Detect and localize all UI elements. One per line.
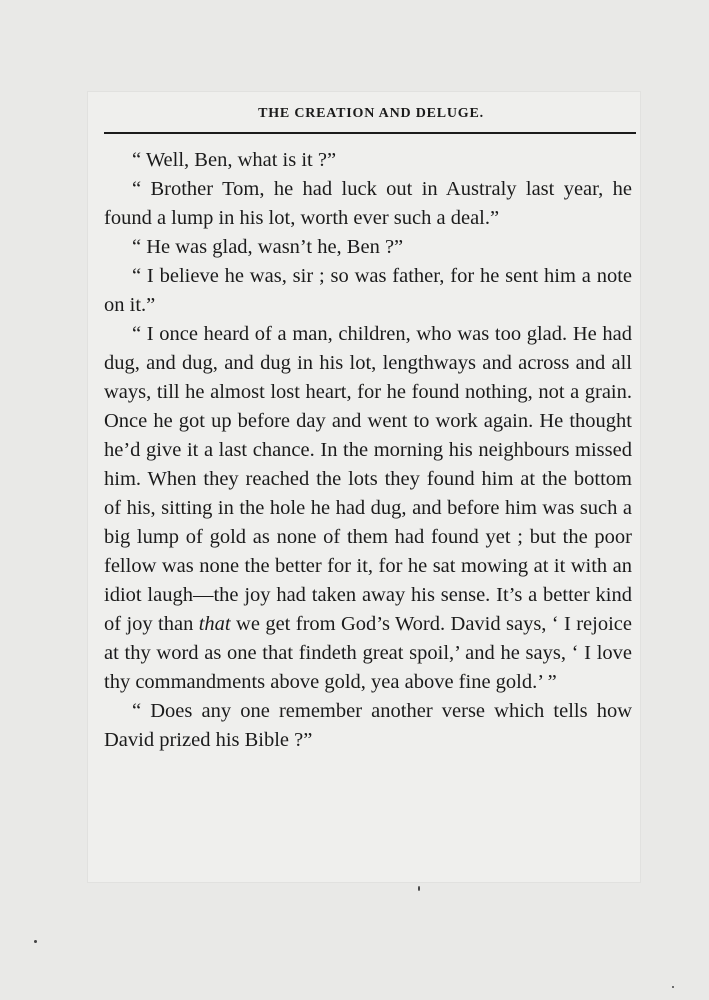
paragraph-4: “ I believe he was, sir ; so was father, for he sent him a note on it.”	[104, 265, 632, 316]
header-rule	[104, 132, 636, 134]
paragraph-5	[104, 320, 632, 697]
paper-speck	[34, 940, 37, 943]
paragraph-5-tail: we get from God’s Word. David says, ‘ I rejoice at thy word as one that findeth great spoil,’ and he says, ‘ I love thy commandments above gold, yea above fine gold.’ ”	[104, 613, 632, 693]
paragraph-1: “ Well, Ben, what is it ?”	[132, 149, 337, 171]
paragraph-3: “ He was glad, wasn’t he, Ben ?”	[132, 236, 404, 258]
running-title: THE CREATION AND DELUGE.	[258, 106, 484, 121]
paper-speck	[418, 886, 420, 891]
paragraph-2: “ Brother Tom, he had luck out in Australy last year, he found a lump in his lot, worth ever such a deal.”	[104, 178, 632, 229]
paragraph-5-italic: that	[198, 613, 231, 635]
paragraph-6: “ Does any one remember another verse which tells how David prized his Bible ?”	[104, 700, 632, 751]
paper-speck	[672, 986, 674, 988]
paragraph-5-main: “ I once heard of a man, children, who was too glad. He had dug, and dug, and dug in his lot, lengthways and across and all ways, till he almost lost heart, for he found nothing, not a grain. Once he got up before day and went to work again. He thought he’d give it a last chance. In the morning his neighbours missed him. When they reached the lots they found him at the bottom of his, sitting in the hole he had dug, and before him was such a big lump of gold as none of them had found yet ; but the poor fellow was none the better for it, for he sat mowing at it with an idiot laugh—the joy had taken away his sense. It’s a better kind of joy than	[104, 323, 632, 635]
body-text	[104, 146, 632, 755]
